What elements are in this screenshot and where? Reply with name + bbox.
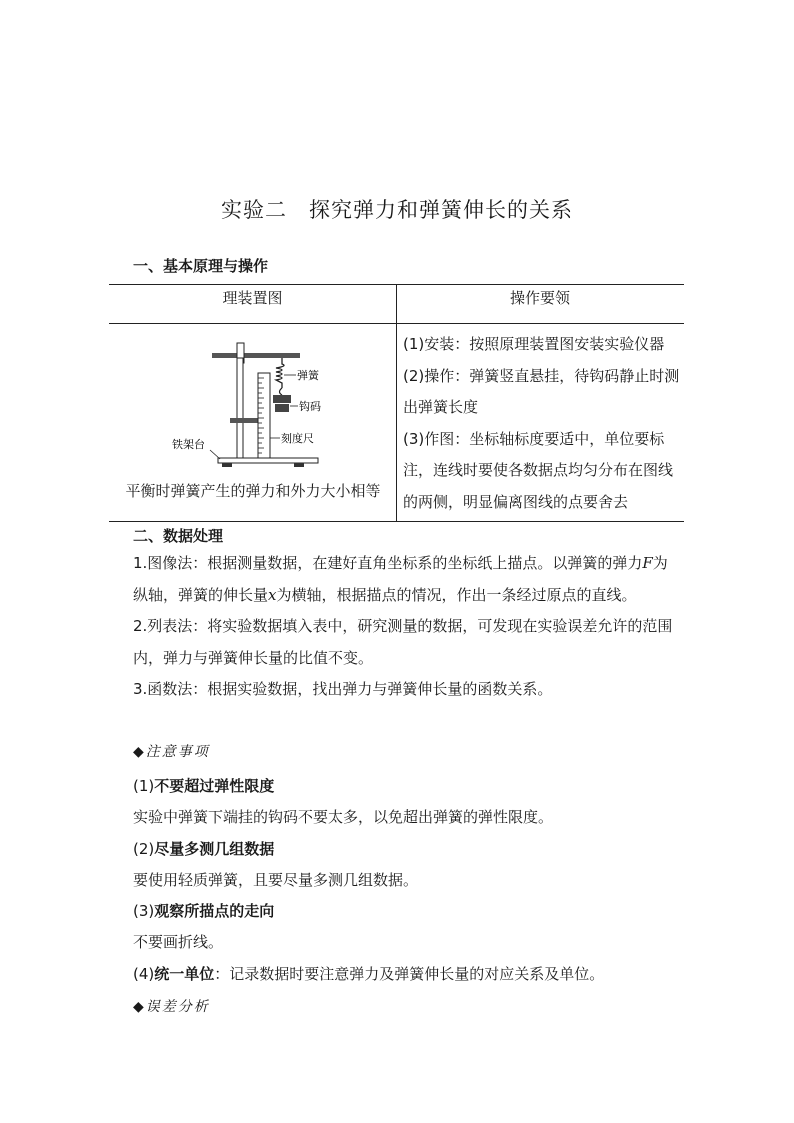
- figure-caption: 平衡时弹簧产生的弹力和外力大小相等: [125, 482, 381, 500]
- base-foot-right: [294, 463, 304, 467]
- note-2-heading: (2)尽量多测几组数据: [133, 840, 275, 858]
- weight-2: [275, 404, 289, 412]
- title-part-1: 实验二: [221, 198, 287, 222]
- note-4: (4)统一单位：记录数据时要注意弹力及弹簧伸长量的对应关系及单位。: [133, 965, 605, 983]
- note-3-heading: (3)观察所描点的走向: [133, 902, 275, 920]
- label-weight: 钩码: [299, 400, 321, 413]
- data-methods: [133, 548, 673, 706]
- notes-title: ◆注意事项: [133, 744, 210, 760]
- section-heading-2: 二、数据处理: [133, 527, 224, 545]
- method-3: 3.函数法：根据实验数据，找出弹力与弹簧伸长量的函数关系。: [133, 680, 553, 699]
- title-part-2: 探究弹力和弹簧伸长的关系: [309, 198, 573, 222]
- weight-1: [273, 395, 291, 403]
- note-3-body: 不要画折线。: [133, 933, 224, 951]
- note-1-body: 实验中弹簧下端挂的钩码不要太多，以免超出弹簧的弹性限度。: [133, 808, 554, 826]
- label-stand: 铁架台: [172, 438, 205, 451]
- spring-coil: [276, 358, 284, 388]
- method-2: 2.列表法：将实验数据填入表中，研究测量的数据，可发现在实验误差允许的范围内，弹力与弹簧伸长量的比值不变。: [133, 617, 673, 667]
- notes-marker-icon: ◆: [133, 744, 146, 760]
- hook: [280, 388, 283, 395]
- note-1-heading: (1)不要超过弹性限度: [133, 777, 275, 795]
- symbol-F: F: [642, 554, 653, 572]
- apparatus-figure: [170, 338, 330, 472]
- op-step-1: (1)安装：按照原理装置图安装实验仪器: [403, 335, 665, 353]
- operation-steps: [403, 329, 681, 518]
- error-marker-icon: ◆: [133, 999, 146, 1015]
- table-header-right: 操作要领: [509, 289, 570, 307]
- label-spring: 弹簧: [297, 369, 319, 382]
- page-title: [0, 194, 794, 224]
- top-bar: [212, 353, 300, 358]
- leader-stand: [210, 450, 220, 459]
- label-ruler: 刻度尺: [281, 432, 314, 445]
- error-analysis-title: ◆误差分析: [133, 999, 210, 1015]
- ruler: [258, 373, 270, 459]
- section-heading-1: 一、基本原理与操作: [133, 257, 269, 275]
- op-step-2: (2)操作：弹簧竖直悬挂，待钩码静止时测出弹簧长度: [403, 366, 680, 416]
- table-header-left: 理装置图: [222, 289, 283, 307]
- middle-clamp: [230, 418, 258, 423]
- note-2-body: 要使用轻质弹簧，且要尽量多测几组数据。: [133, 871, 419, 889]
- stand-post: [237, 358, 243, 458]
- method-1: 1.图像法：根据测量数据，在建好直角坐标系的坐标纸上描点。以弹簧的弹力F为纵轴，弹簧的伸长量x为横轴，根据描点的情况，作出一条经过原点的直线。: [133, 554, 668, 604]
- table-column-divider: [396, 284, 397, 522]
- symbol-x: x: [268, 585, 277, 604]
- stand-base: [218, 458, 318, 463]
- op-step-3: (3)作图：坐标轴标度要适中，单位要标注，连线时要使各数据点均匀分布在图线的两侧，明显偏离图线的点要舍去: [403, 429, 674, 511]
- base-foot-left: [222, 463, 232, 467]
